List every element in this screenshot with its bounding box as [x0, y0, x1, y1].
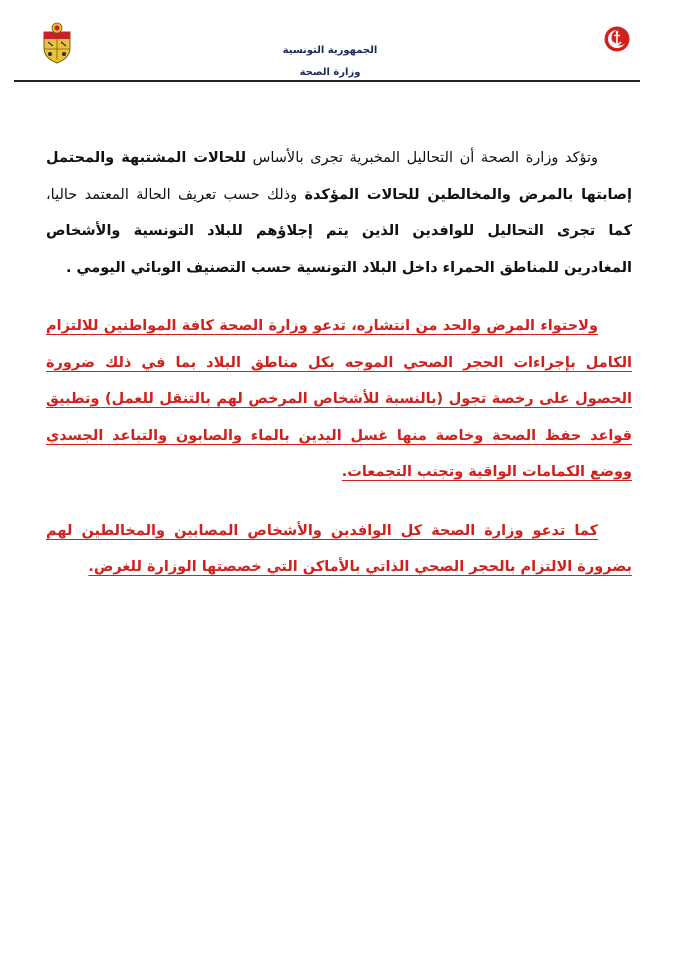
header-divider [14, 80, 640, 82]
ministry-anchor-crescent-logo-icon [604, 26, 630, 52]
header-titles [230, 40, 430, 84]
document-body [46, 140, 632, 608]
paragraph-quarantine [46, 513, 632, 586]
p3-text: كما تدعو وزارة الصحة كل الوافدين والأشخاص المصابين والمخالطين لهم بضرورة الالتزام بالحجر الصحي الذاتي بالأماكن التي خصصتها الوزارة للغرض. [46, 522, 632, 575]
p2-text: ولاحتواء المرض والحد من انتشاره، تدعو وزارة الصحة كافة المواطنين للالتزام الكامل بإجراءات الحجر الصحي الموجه بكل مناطق البلاد بما في ذلك ضرورة الحصول على رخصة تجول (بالنسبة للأشخاص المرخص لهم بالتنقل للعمل) وتطبيق قواعد حفظ الصحة وخاصة منها غسل اليدين بالماء والصابون والتباعد الجسدي ووضع الكمامات الواقية وتجنب التجمعات. [46, 318, 632, 480]
paragraph-testing [46, 140, 632, 286]
p1-bold-2: كما تجرى التحاليل للوافدين الذين يتم إجلاؤهم للبلاد التونسية والأشخاص المغادرين للمناطق الحمراء داخل البلاد التونسية حسب التصنيف الوبائي اليومي . [46, 223, 632, 276]
p1-text-2: وذلك حسب تعريف الحالة المعتمد حاليا، [46, 186, 305, 203]
ministry-title: وزارة الصحة [299, 67, 361, 78]
p1-text-1: وتؤكد وزارة الصحة أن التحاليل المخبرية تجرى بالأساس [246, 150, 598, 166]
p1-bold-1: للحالات المشتبهة والمحتمل إصابتها بالمرض والمخالطين للحالات المؤكدة [46, 150, 632, 203]
tunisia-coat-of-arms-icon [40, 22, 74, 64]
paragraph-prevention [46, 308, 632, 491]
republic-title: الجمهورية التونسية [282, 45, 378, 56]
letterhead [0, 0, 679, 84]
